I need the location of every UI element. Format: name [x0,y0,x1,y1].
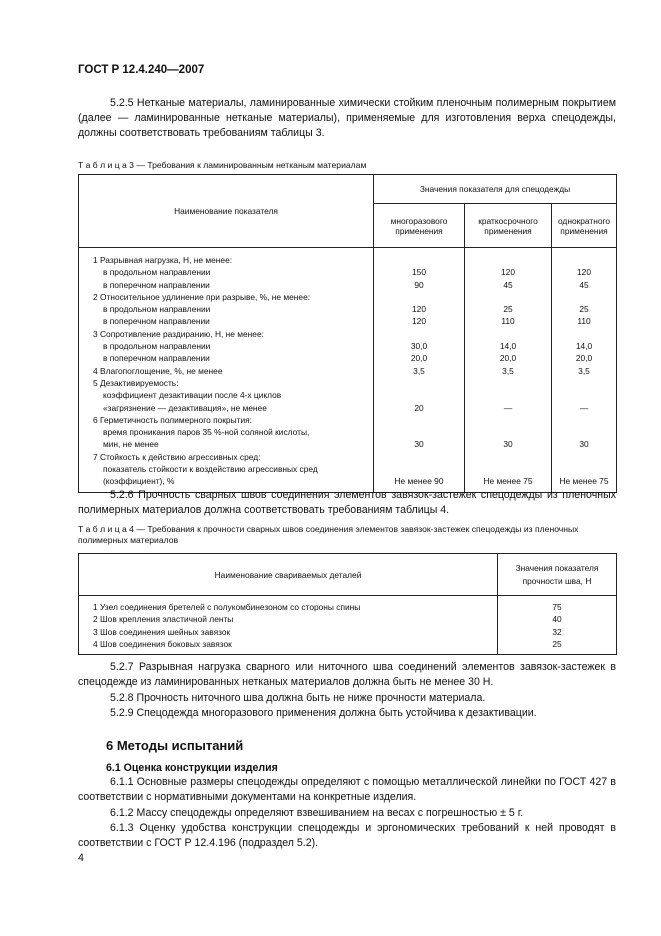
table3-indicator: мин, не менее [103,439,159,450]
paragraph-5-2-6: 5.2.6 Прочность сварных швов соединения элементов завязок-застежек спецодежды из пленочных полимерных материалов должна соответствовать требованиям таблицы 4. [78,489,616,517]
table4-detail: 4 Шов соединения боковых завязок [93,638,232,649]
table3-indicator: 5 Дезактивируемость: [93,377,179,388]
table3-value-col3: — [579,402,589,413]
table4-detail: 3 Шов соединения шейных завязок [93,626,231,637]
table4-value: 25 [552,638,562,649]
table3-value-col2: 30 [503,439,513,450]
table4-value: 40 [552,614,562,625]
paragraph-6-1-3: 6.1.3 Оценку удобства конструкции спецодежды и эргономических требований к ней проводят в соответствии с ГОСТ Р 12.4.196 (подраздел 5.2). [78,822,616,850]
table3-value-col2: 110 [501,316,515,327]
document-header: ГОСТ Р 12.4.240—2007 [78,64,205,76]
table4-caption: Т а б л и ц а 4 — Требования к прочности сварных швов соединения элементов завязок-застежек спецодежды из пленочных полимерных материалов [78,524,579,545]
table3-value-col3: 20,0 [575,353,593,364]
table3-value-col2 [465,377,551,389]
paragraph-5-2-9: 5.2.9 Спецодежда многоразового применения должна быть устойчива к дезактивации. [110,707,537,719]
table3-indicator: в продольном направлении [103,267,211,278]
table3-value-col2: Не менее 75 [483,476,533,487]
table3-indicator: 7 Стойкость к действию агрессивных сред: [93,451,261,462]
table3-value-col1 [374,377,464,389]
table3-header-name: Наименование показателя [79,175,374,248]
section-6-heading: 6 Методы испытаний [106,738,244,753]
table3-value-col2: 20,0 [499,353,517,364]
table3-value-col3 [552,328,616,340]
table3-indicator: в поперечном направлении [103,353,210,364]
table3-value-col3 [552,389,616,401]
table3-indicator: 4 Влагопоглощение, %, не менее [93,365,223,376]
table3-header-col2: краткосрочного применения [465,204,552,248]
table3-value-col3: 14,0 [575,341,593,352]
table3-value-col3: 25 [579,304,589,315]
table4-header-value: Значения показателя прочности шва, Н [498,554,617,596]
table3-value-col2: 3,5 [502,365,514,376]
table4-header-name: Наименование свариваемых деталей [79,554,498,596]
table3-value-col3 [552,377,616,389]
table3-value-col3 [552,254,616,266]
table-4 [78,553,617,655]
table3-value-col1: 20,0 [410,353,428,364]
table3-indicator: показатель стойкости к воздействию агрессивных сред [103,464,318,475]
table3-indicator-column [79,248,374,493]
table3-header-col1: многоразового применения [374,204,465,248]
table3-value-col3: 30 [579,439,589,450]
paragraph-5-2-5: 5.2.5 Нетканые материалы, ламинированные химически стойким пленочным полимерным покрытием (далее — ламинированные нетканые материалы), применяемые для изготовления верха спецодежды, должны соответствовать требованиям таблицы 3. [78,97,616,140]
table3-value-col1: 30,0 [410,341,428,352]
table3-indicator: в продольном направлении [103,341,211,352]
table3-value-col2: 25 [503,304,513,315]
table3-indicator: 3 Сопротивление раздиранию, Н, не менее: [93,328,264,339]
table3-value-col3 [552,463,616,475]
table3-indicator: время проникания паров 35 %-ной соляной кислоты, [103,427,310,438]
table3-value-col3: 45 [579,279,589,290]
table4-value: 75 [552,602,562,612]
paragraph-6-1-2: 6.1.2 Массу спецодежды определяют взвешиванием на весах с погрешностью ± 5 г. [110,807,524,819]
table3-value-col1: 20 [414,402,424,413]
paragraph-5-2-8: 5.2.8 Прочность ниточного шва должна быть не ниже прочности материала. [110,692,486,704]
table3-value-col3 [552,291,616,303]
table3-value-col1: 90 [414,279,424,290]
table3-value-col3 [552,414,616,426]
table3-indicator: (коэффициент), % [103,476,175,487]
table4-value: 32 [552,626,562,637]
table3-value-col2: 45 [503,279,513,290]
table3-indicator: в поперечном направлении [103,279,210,290]
table3-value-col1: 150 [412,267,426,278]
table3-value-col1 [374,254,464,266]
table3-value-col1 [374,414,464,426]
table3-indicator: в продольном направлении [103,304,211,315]
table3-value-col1: 120 [412,316,426,327]
table4-values-column [498,596,617,655]
table3-header-group: Значения показателя для спецодежды [374,175,617,204]
table3-value-col2 [465,328,551,340]
table3-value-col3 [552,426,616,438]
table3-value-col3: Не менее 75 [559,476,609,487]
table3-header-col3: однократного применения [552,204,617,248]
table3-value-col2: — [503,402,513,413]
table3-value-col2: 120 [501,267,515,278]
table3-value-col1 [374,426,464,438]
table3-indicator: «загрязнение — дезактивация», не менее [103,402,267,413]
section-6-1-heading: 6.1 Оценка конструкции изделия [106,762,278,774]
table3-value-col1 [374,451,464,463]
table3-indicator: 2 Относительное удлинение при разрыве, %, не менее: [93,291,311,302]
table3-indicator: коэффициент дезактивации после 4-х циклов [103,390,282,401]
table3-values-col2 [465,248,552,493]
table3-value-col1: 3,5 [413,365,425,376]
table3-value-col1: Не менее 90 [394,476,444,487]
table4-detail: 2 Шов крепления эластичной ленты [93,614,234,625]
table3-value-col3: 110 [577,316,591,327]
table3-value-col1 [374,328,464,340]
page-number: 4 [78,852,84,864]
table3-value-col2 [465,414,551,426]
table4-detail: 1 Узел соединения бретелей с полукомбинезоном со стороны спины [93,602,361,612]
table3-value-col3: 3,5 [578,365,590,376]
paragraph-6-1-1: 6.1.1 Основные размеры спецодежды определяют с помощью металлической линейки по ГОСТ 427 в соответствии с нормативными документами на конкретные изделия. [78,776,616,804]
table3-value-col2: 14,0 [499,341,517,352]
table3-value-col2 [465,389,551,401]
table3-indicator: 1 Разрывная нагрузка, Н, не менее: [93,255,233,265]
table3-value-col2 [465,463,551,475]
paragraph-5-2-7: 5.2.7 Разрывная нагрузка сварного или ниточного шва соединений элементов завязок-застежек в спецодежде из ламинированных нетканых материалов должна быть не менее 30 Н. [78,661,616,689]
table3-value-col1: 30 [414,439,424,450]
table3-indicator: 6 Герметичность полимерного покрытия: [93,414,252,425]
table3-value-col1: 120 [412,304,426,315]
table3-caption: Т а б л и ц а 3 — Требования к ламинированным нетканым материалам [78,160,367,170]
table3-value-col3: 120 [577,267,591,278]
table3-value-col2 [465,291,551,303]
table3-value-col2 [465,451,551,463]
table4-details-column [79,596,498,655]
table3-value-col2 [465,426,551,438]
table3-indicator: в поперечном направлении [103,316,210,327]
table3-value-col1 [374,291,464,303]
table3-value-col1 [374,389,464,401]
table3-value-col3 [552,451,616,463]
table-3 [78,174,617,493]
table3-values-col3 [552,248,617,493]
table3-value-col2 [465,254,551,266]
table3-values-col1 [374,248,465,493]
table3-value-col1 [374,463,464,475]
